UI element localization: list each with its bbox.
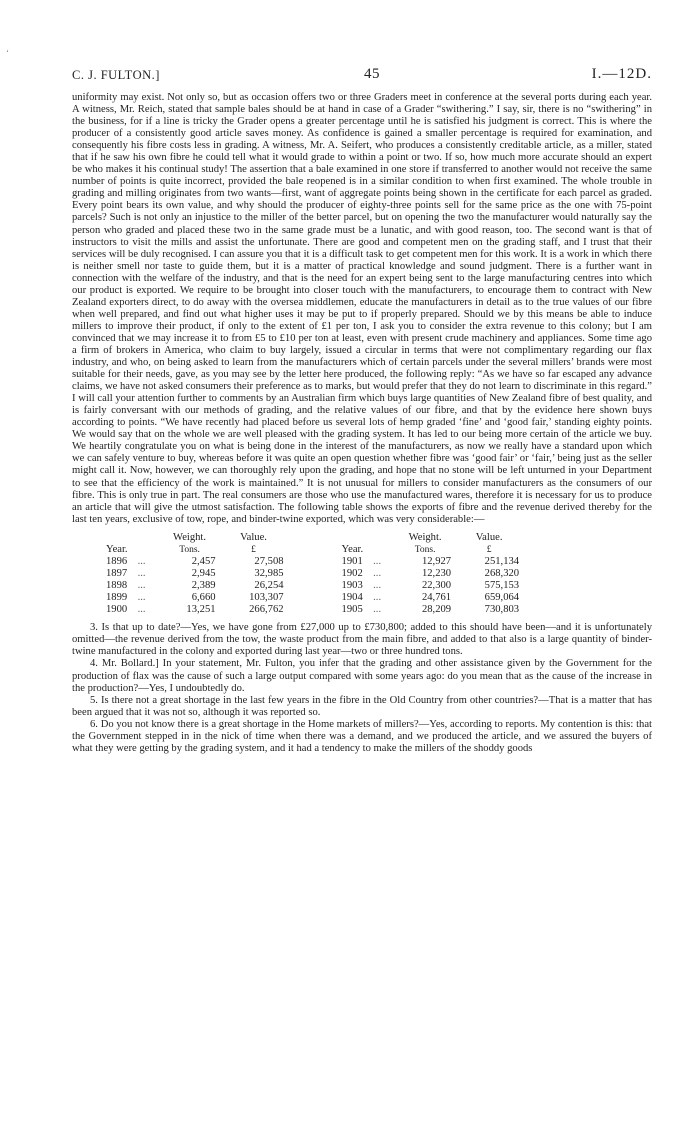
column-gap bbox=[288, 580, 338, 592]
weight-cell: 2,457 bbox=[191, 555, 216, 567]
column-gap bbox=[288, 568, 338, 580]
value-cell: 26,254 bbox=[254, 580, 284, 592]
leader-dots: ... bbox=[137, 592, 146, 604]
year-cell: 1903 bbox=[341, 580, 363, 592]
question-6: 6. Do you not know there is a great shortage in the Home markets of millers?—Yes, according to reports. My contention is this: that the Government stepped in in the nick of time when there was a demand, and we produced the article, and we assured the buyers of what they were getting by the grading system, and it had a tendency to make the millers of the shoddy goods bbox=[72, 718, 652, 754]
year-cell: 1900 bbox=[106, 604, 128, 616]
year-cell: 1899 bbox=[106, 592, 128, 604]
table-row bbox=[102, 592, 523, 604]
weight-cell: 13,251 bbox=[186, 604, 216, 616]
column-gap bbox=[288, 556, 338, 568]
value-header: Value. £ bbox=[475, 531, 503, 555]
value-cell: 575,153 bbox=[484, 580, 520, 592]
paper-reference: I.—12D. bbox=[591, 66, 652, 82]
weight-cell: 2,945 bbox=[191, 567, 216, 579]
leader-dots: ... bbox=[137, 604, 146, 616]
weight-cell: 12,927 bbox=[421, 555, 452, 567]
leader-dots: ... bbox=[373, 604, 382, 616]
column-gap bbox=[288, 604, 338, 616]
year-header: Year. bbox=[106, 543, 128, 555]
weight-cell: 22,300 bbox=[421, 580, 452, 592]
witness-name: C. J. FULTON.] bbox=[72, 68, 160, 82]
table-row bbox=[102, 604, 523, 616]
weight-cell: 12,230 bbox=[421, 567, 452, 579]
weight-cell: 24,761 bbox=[421, 592, 452, 604]
weight-header: Weight. Tons. bbox=[173, 531, 207, 555]
year-cell: 1902 bbox=[341, 567, 363, 579]
question-4: 4. Mr. Bollard.] In your statement, Mr. Fulton, you infer that the grading and other assistance given by the Government for the production of flax was the cause of such a large output compared with some years ago: do you mean that as the cause of the increase in the production?—Yes, I undoubtedly do. bbox=[72, 658, 652, 694]
question-3: 3. Is that up to date?—Yes, we have gone from £27,000 up to £730,800; added to this should have been—and it is unfortunately omitted—the revenue derived from the tow, the waste product from the main fibre, and added to that also is a large quantity of binder-twine manufactured in the colony and exported during last year—two or three hundred tons. bbox=[72, 622, 652, 658]
table-row bbox=[102, 556, 523, 568]
value-cell: 27,508 bbox=[254, 555, 284, 567]
year-cell: 1901 bbox=[341, 555, 363, 567]
year-cell: 1905 bbox=[341, 604, 363, 616]
value-header: Value. £ bbox=[240, 531, 267, 555]
year-cell: 1897 bbox=[106, 567, 128, 579]
value-cell: 268,320 bbox=[484, 567, 520, 579]
year-header: Year. bbox=[341, 543, 364, 555]
table-header-row bbox=[102, 532, 523, 556]
weight-cell: 2,389 bbox=[191, 580, 216, 592]
leader-dots: ... bbox=[137, 555, 146, 567]
value-cell: 32,985 bbox=[254, 567, 284, 579]
leader-dots: ... bbox=[137, 567, 146, 579]
year-cell: 1896 bbox=[106, 555, 128, 567]
value-cell: 266,762 bbox=[249, 604, 284, 616]
value-cell: 730,803 bbox=[484, 604, 520, 616]
leader-dots: ... bbox=[137, 580, 146, 592]
value-cell: 659,064 bbox=[484, 592, 520, 604]
table-row bbox=[102, 568, 523, 580]
weight-cell: 28,209 bbox=[421, 604, 452, 616]
weight-cell: 6,660 bbox=[191, 592, 216, 604]
question-5: 5. Is there not a great shortage in the last few years in the fibre in the Old Country from other countries?—That is a matter that has been argued that it was not so, although it was reported so. bbox=[72, 694, 652, 718]
value-cell: 251,134 bbox=[484, 555, 520, 567]
document-body bbox=[72, 92, 652, 755]
column-gap bbox=[288, 592, 338, 604]
page-number: 45 bbox=[364, 66, 380, 82]
page-header bbox=[72, 66, 652, 86]
leader-dots: ... bbox=[373, 592, 382, 604]
leader-dots: ... bbox=[373, 567, 382, 579]
weight-header: Weight. Tons. bbox=[408, 531, 442, 555]
table-row bbox=[102, 580, 523, 592]
exports-table bbox=[102, 532, 523, 617]
body-paragraph: uniformity may exist. Not only so, but as occasion offers two or three Graders meet in conference at the several ports during each year. A witness, Mr. Reich, stated that sample bales should be at hand in case of a Grader “swithering.” I say, sir, there is no “swithering” in the business, for if a line is tricky the Grader opens a greater percentage until he is satisfied his judgment is correct. This is where the producer of a consistently good article saves money. As confidence is gained a smaller percentage is required for examination, and consequently his fibre costs less in grading. A witness, Mr. A. Seifert, who produces a consistently creditable article, as a miller, stated that if he saw his own fibre he could tell what it would grade to within a point or two. If so, how much more accurate should an expert be who makes it his continual study! The assertion that a bale examined in one store if transferred to another would not receive the same number of points is quite incorrect, provided the bale reopened is in a similar condition to when first examined. The whole trouble in grading and milling originates from two wants—first, want of aggregate points being shown in the certificate for each parcel as graded. Every point bears its own value, and why should the producer of eighty-three points sell for the same price as the one with 75-point parcels? Such is not only an injustice to the miller of the better parcel, but on opening the two the manufacturer would naturally say the person who graded and placed these two in the same grade must be a lunatic, and with good reason, too. The second want is that of instructors to visit the mills and assist the unfortunate. There are good and competent men on the grading staff, and I trust that their services will be duly recognised. I can assure you that it is a difficult task to get competent men for this work. It is a work in which there is neither smell nor taste to guide them, but it is a matter of practical knowledge and sound judgment. There is a further want in connection with the welfare of the industry, and that is the need for an expert being sent to the large manufacturing centres into which our product is exported. We require to be brought into closer touch with the manufacturers, to encourage them to contract with New Zealand exporters direct, to do away with the oversea middlemen, educate the manufacturers in detail as to the true values of our fibre when well prepared, and find out what higher uses it may be put to if properly prepared. Should we by this means be able to induce millers to improve their product, if only to the extent of £1 per ton, I ask you to consider the extra revenue to this colony; but I am convinced that we may increase it to from £5 to £10 per ton at least, even with present crude machinery and appliances. Some time ago a firm of brokers in America, who claim to buy largely, issued a circular in terms that were not complimentary regarding our flax industry, and who, on being asked to learn from the manufacturers which of certain parcels under the several millers’ brands were most suitable for their needs, gave, as you may see by the letter here produced, the following reply: “As we have so far escaped any advance claims, we have not asked consumers their preference as to marks, but would prefer that they do not learn to discriminate in this regard.” I will call your attention further to comments by an Australian firm which buys large quantities of New Zealand fibre of best quality, and is fairly conversant with our methods of grading, and the relative values of our fibre, and that by the evidence here shown buys according to points. “We have recently had placed before us several lots of hemp graded ‘fine’ and ‘good fair,’ standing eighty points. We would say that on the whole we are well pleased with the grading system. It has led to our being more certain of the article we buy. We heartily congratulate you on what is being done in the interest of the manufacturers, as now we really have a standard upon which we can safely venture to buy, whereas before it was quite an open question whether fibre was ‘good fair’ or ‘fair,’ being just as the seller might call it. Now, however, we can thoroughly rely upon the grading, and hope that no stone will be left unturned in your Department to see that the efficiency of the work is maintained.” It is not unusual for millers to consider manufacturers as the consumers of our fibre. This is only true in part. The real consumers are those who use the manufactured wares, therefore it is necessary for us to produce an article that will give the utmost satisfaction. The following table shows the exports of fibre and the revenue derived thereby for the last ten years, exclusive of tow, rope, and binder-twine exported, which was very considerable:— bbox=[72, 92, 652, 525]
margin-mark: ʻ bbox=[6, 48, 9, 58]
value-cell: 103,307 bbox=[249, 592, 284, 604]
leader-dots: ... bbox=[373, 555, 382, 567]
leader-dots: ... bbox=[373, 580, 382, 592]
year-cell: 1904 bbox=[341, 592, 363, 604]
year-cell: 1898 bbox=[106, 580, 128, 592]
